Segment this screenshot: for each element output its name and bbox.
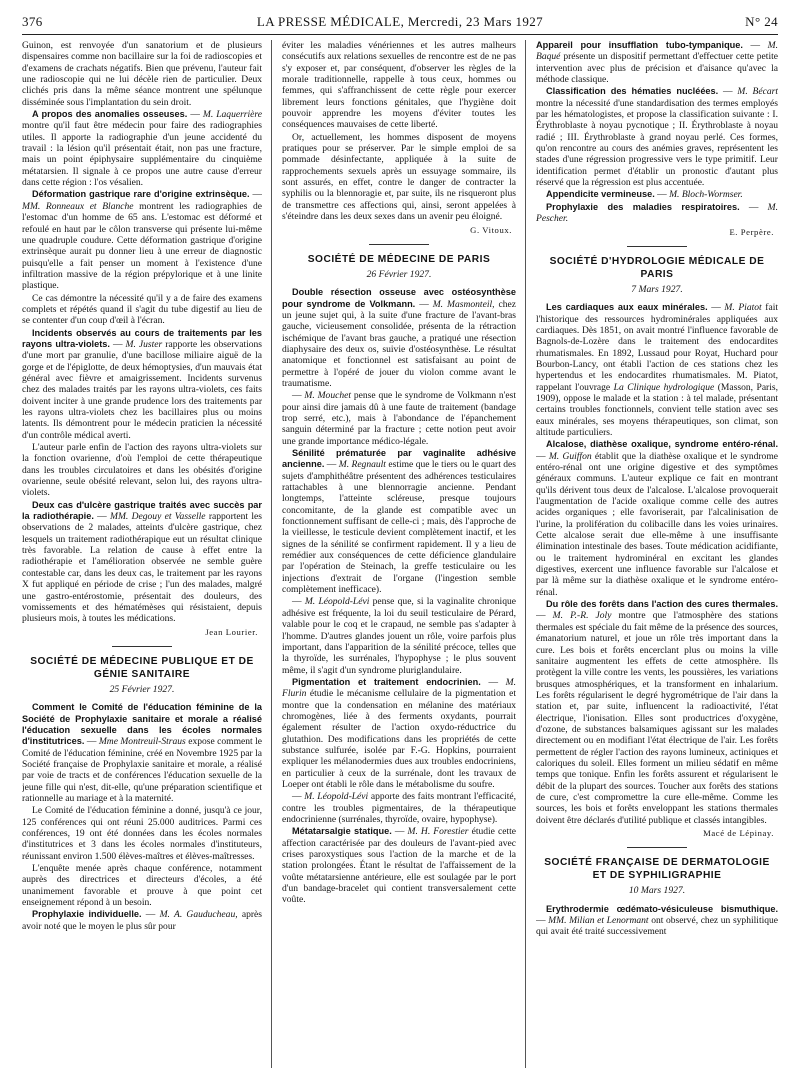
article-text: expose comment le Comité de l'éducation féminine, créé en Novembre 1925 par la Société française de Prophylaxie sanitaire et morale, a réalisé par voie de tracts et de conférences l'éducation sexuelle de la jeune fille qui n'est, dit-elle, qu'une préparation scientifique et rationnelle au mariage et à la maternité. [22,736,262,804]
article-text: chez un jeune sujet qui, à la suite d'une fracture de l'avant-bras gauche, vicieusement consolidée, présenta de la rétraction ischémique de l'avant bras gauche, a pratiqué une résection diaphysaire des deux os, suivie d'ostéosynthèse. Le résultat anatomique et fonctionnel est satisfaisant au point de permettre à l'opéré de jouer du violon comme avant le traumatisme. [282,298,516,389]
article-anomalies-osseuses: A propos des anomalies osseuses. — M. Laquerrière montre qu'il faut être médecin pour faire des radiographies utiles. Il apporte la radiographie d'un jeune accidenté du travail : la lésion qu'il présentait était, non pas une fracture, mais un point épiphysaire supplémentaire du cinquième métatarsien. Il signale à ce propos une autre cause d'erreur dans cette région : l'os vésalien. [22,109,262,189]
article-senilite: Sénilité prématurée par vaginalite adhésive ancienne. — M. Regnault estime que le tiers ou le quart des sujets d'amphithéâtre présentent des adhérences testiculaires rattachables à une blennorragie ancienne. Pendant longtemps, l'atteinte scléreuse, presque toujours concomitante, de la glande est compatible avec un fonctionnement suffisant de celle-ci ; mais, dès l'approche de la vieillesse, le testicule devient complètement inactif, et les signes de la sénilité se confirment rapidement. Il y a lieu de remédier aux conséquences de cette déficience glandulaire par l'opération de Steinach, la greffe testiculaire ou les injections d'extrait de l'organe (l'ingestion semble complètement inefficace). [282,448,516,596]
article-author: M. Piatot [724,302,762,314]
article-prophylaxie-respiratoire: Prophylaxie des maladies respiratoires. — M. Pescher. [536,201,778,225]
article-text: ont observé, chez un syphilitique qui avait été traité successivement [536,915,778,938]
paragraph: L'enquête menée après chaque conférence, notamment auprès des directrices et directeurs d'écoles, a été unanimement favorable et prouve à que point cet enseignement répond à un besoin. [22,863,262,909]
column-separator-1 [271,40,272,1068]
article-volkmann: Double résection osseuse avec ostéosynthèse pour syndrome de Volkmann. — M. Masmonteil, chez un jeune sujet qui, à la suite d'une fracture de l'avant-bras gauche, vicieusement consolidée, présenta de la rétraction ischémique de l'avant bras gauche, a pratiqué une résection diaphysaire des deux os, suivie d'ostéosynthèse. Le résultat anatomique et fonctionnel est satisfaisant au point de permettre à l'opéré de jouer du violon comme avant le traumatisme. [282,287,516,389]
article-title: Erythrodermie œdémato-vésiculeuse bismuthique. [546,903,778,914]
article-title: Appareil pour insufflation tubo-tympanique. [536,40,743,50]
section-date: 26 Février 1927. [366,268,432,280]
article-text: montrent les radiographies de l'estomac d'un homme de 65 ans. L'estomac est déformé et refoulé en haut par le côlon transverse qui présente lui-même une quadruple coudure. Cette déformation gastrique d'origine extrinsèque aurait pu donner lieu à une erreur de diagnostic puisqu'elle a fait penser un moment à l'existence d'une infiltration massive de la région prépylorique et à une linite plastique. [22,200,262,292]
article-leopold-levi: — M. Léopold-Lévi pense que, si la vaginalite chronique adhésive est fréquente, la loi du seuil testiculaire de Pérard, valable pour le coq et le crapaud, ne semble pas s'adapter à l'homme. D'autres glandes jouent un rôle, voire parfois plus important, dans l'apparition de la sénilité précoce, telles que la thyroïde, les surrénales, l'hypophyse ; le plus souvent même, il s'agit d'un syndrome pluriglandulaire. [282,596,516,676]
article-text: apporte des faits montrant l'efficacité, contre les troubles pigmentaires, de la thérapeutique endocrinienne (surrénales, thyroïde, ovaire, hypophyse). [282,791,516,825]
article-title: Alcalose, diathèse oxalique, syndrome entéro-rénal. [546,439,778,450]
column-separator-2 [525,40,526,1068]
article-text: étudie le mécanisme cellulaire de la pigmentation et montre que la condensation en mélanine des matériaux chromogènes, liée à des ferments oxydants, pourrait également résulter de l'action oxydo-réductrice du glutathion. Des modifications dans les propriétés de cette substance sulfurée, isolée par F.-G. Hopkins, pourraient expliquer les mélanodermies dues aux troubles endocriniens, en particulier à ceux de la surrénale, dont les travaux de Loeper ont établi le rôle dans le métabolisme du soufre. [282,688,516,790]
article-author: M. Léopold-Lévi [304,791,369,803]
signature: G. Vitoux. [470,224,512,235]
article-author: Mme Montreuil-Straus [98,736,186,748]
article-title: Appendicite vermineuse. [546,189,655,200]
article-hematies: Classification des hématies nucléées. — M. Bécart montre la nécessité d'une standardisation des termes employés par les hématologistes, et propose la classification suivante : I. Érythroblaste à noyau pycnotique ; II. Érythroblaste à noyau radié ; III. Érythroblaste à grand noyau perlé. Ces formes, qu'on rencontre au cours des anémies graves, représentent les stades d'une régression progressive vers le type primitif. Leur identification permet d'établir un pronostic d'autant plus réservé que la régression est plus accentuée. [536,86,778,189]
article-metatarsalgie: Métatarsalgie statique. — M. H. Forestier étudie cette affection caractérisée par des douleurs de l'avant-pied avec crises paroxystiques sous l'action de la marche et de la station prolongées. Étant le résultat de l'affaissement de la voûte métatarsienne antérieure, elle est soulagée par le port d'un bandage-bracelet qui contient transversalement cette voûte. [282,826,516,906]
article-alcalose: Alcalose, diathèse oxalique, syndrome entéro-rénal. — M. Guiffon établit que la diathèse oxalique et le syndrome entéro-rénal ont une origine digestive et des symptômes généraux communs. L'auteur explique ce fait en montrant qu'ils dérivent tous deux de l'alcalose. L'alcalose provoquerait l'augmentation de l'acide oxalique comme celle des autres acides organiques ; elle favoriserait, par l'alcalinisation de l'urine, la prolifération du colibacille dans les voies urinaires. Cette alcalose serait due elle-même à une insuffisante élimination intestinale des bases. Toute médication acidifiante, ou le traitement hydrominéral en excitant les glandes digestives, exercent une influence favorable sur l'alcalose et par là même sur la diathèse oxalique et le syndrome entéro-rénal. [536,439,778,598]
article-text: montre la nécessité d'une standardisation des termes employés par les hématologistes, et propose la classification suivante : I. Érythroblaste à noyau pycnotique ; II. Érythroblaste à noyau radié ; III. Érythroblaste à grand noyau perlé. Ces formes, qu'on rencontre au cours des anémies graves, représentent les stades d'une régression progressive vers le type primitif. Leur identification permet d'établir un pronostic d'autant plus réservé que la régression est plus accentuée. [536,97,778,189]
section-divider [627,847,687,848]
article-author: M. H. Forestier [407,826,469,838]
section-title: SOCIÉTÉ DE MÉDECINE DE PARIS [307,253,491,265]
article-text: (Masson, Paris, 1909), oppose le malade et la station : à tel malade, présentant certains troubles fonctionnels, convient telle station avec ses eaux minérales, ses moyens thérapeutiques, son climat, son altitude particuliers. [536,381,778,438]
section-date: 10 Mars 1927. [628,885,686,897]
article-text: montre qu'il faut être médecin pour faire des radiographies utiles. Il apporte la radiographie d'un jeune accidenté du travail : la lésion qu'il présentait était, non pas une fracture, mais un point épiphysaire supplémentaire du cinquième métatarsien. Il signale à ce propos une autre cause d'erreur dans cette région : l'os vésalien. [22,120,262,189]
article-insufflation: Appareil pour insufflation tubo-tympanique. — M. Baqué présente un dispositif permettant d'effectuer cette petite intervention avec plus de précision et d'aisance qu'avec la méthode classique. [536,40,778,86]
article-prophylaxie-individuelle: Prophylaxie individuelle. — M. A. Gauducheau, après avoir noté que le moyen le plus sûr pour [22,909,262,932]
article-author: M. Laquerrière [202,109,262,121]
article-appendicite: Appendicite vermineuse. — M. Bloch-Wormser. [546,189,743,201]
article-title: A propos des anomalies osseuses. [32,109,188,120]
article-author: MM. Ronneaux et Blanche [22,200,134,212]
article-text: pense que, si la vaginalite chronique adhésive est fréquente, la loi du seuil testiculaire de Pérard, valable pour le coq et le crapaud, ne semble pas s'adapter à l'homme. D'autres glandes jouent un rôle, voire parfois plus important, dans l'apparition de la sénilité précoce, telles que la thyroïde, les surrénales, l'hypophyse ; le plus souvent même, il s'agit d'un syndrome pluriglandulaire. [282,596,516,676]
article-title: Prophylaxie individuelle. [32,909,142,920]
section-divider [112,646,172,647]
article-title: Prophylaxie des maladies respiratoires. [546,201,740,212]
article-title: Deux cas d'ulcère gastrique traités avec succès par la radiothérapie. [22,499,262,522]
article-author: M. Léopold-Lévi [304,596,370,608]
paragraph: L'auteur parle enfin de l'action des rayons ultra-violets sur la fonction ovarienne, d'où l'emploi de cette thérapeutique dans les troubles circulatoires et dans les obésités d'origine ovarienne, seule obésité relevant, selon lui, des rayons ultra-violets. [22,442,262,499]
article-title: Métatarsalgie statique. [292,826,392,837]
column-3 [536,40,778,1070]
article-title: Les cardiaques aux eaux minérales. [546,302,708,313]
article-author: M. Pescher. [536,201,778,225]
article-mouchet: — M. Mouchet pense que le syndrome de Volkmann n'est pour ainsi dire jamais dû à une faute de traitement (bandage trop serré, etc.), mais à l'abondance de l'épanchement sanguin déterminé par la fracture ; cette notion peut avoir une grande importance médico-légale. [282,390,516,447]
article-erythrodermie: Erythrodermie œdémato-vésiculeuse bismuthique. — MM. Milian et Lenormant ont observé, chez un syphilitique qui avait été traité successivement [536,903,778,938]
article-forets: Du rôle des forêts dans l'action des cures thermales. — M. P.-R. Joly montre que l'atmosphère des stations thermales est spéciale du fait même de la présence des sources, émanatorium naturel, et joue un rôle très important dans la cure. Les bois et forêts encerclant plus ou moins la ville sanitaire augmentent les effets de cette atmosphère. Ils protègent la ville contre les vents, les poussières, les variations brusques atmosphériques, et la transforment en inhalarium. Les forêts régularisent le degré hygrométrique de l'air dans la station et, par suite, influencent la radioactivité, l'état électrique, l'ionisation. Elles sont productrices d'oxygène, d'ozone, de substances balsamiques agissant sur les malades directement ou en modifiant l'état électrique de l'air. Les forêts permettent de régler l'action des rayons lumineux, actiniques et caloriques du soleil. Elles forment un milieu sédatif en même temps que tonique. Enfin les forêts assurent et régularisent le débit de la plupart des sources. Toucher aux forêts des stations de cure, c'est compromettre la cure elle-même. Comme les sources, les bois et forêts enveloppant les stations thermales doivent être déclarés d'utilité publique et classés intangibles. [536,599,778,826]
article-author: M. Baqué [536,40,778,63]
article-title: Classification des hématies nucléées. [546,86,719,97]
section-date: 25 Février 1927. [109,683,175,695]
article-author: M. A. Gauducheau, [159,909,238,921]
article-title: Comment le Comité de l'éducation féminine de la Société de Prophylaxie sanitaire et morale a réalisé l'éducation sexuelle dans les écoles normales d'institutrices. [22,702,262,747]
header-rule [22,34,778,35]
article-title: Déformation gastrique rare d'origine extrinsèque. [32,189,250,200]
section-date: 7 Mars 1927. [631,283,683,295]
column-2 [282,40,516,1070]
article-text: pense que le syndrome de Volkmann n'est pour ainsi dire jamais dû à une faute de traitement (bandage trop serré, etc.), mais à l'abondance de l'épanchement sanguin déterminé par la fracture ; cette notion peut avoir une grande importance médico-légale. [282,390,516,447]
article-pigmentation: Pigmentation et traitement endocrinien. — M. Flurin étudie le mécanisme cellulaire de la pigmentation et montre que la condensation en mélanine des matériaux chromogènes, liée à des ferments oxydants, pourrait également résulter de l'action oxydo-réductrice du glutathion. Des modifications dans les propriétés de cette substance sulfurée, isolée par F.-G. Hopkins, pourraient expliquer les mélanodermies dues aux troubles endocriniens, en particulier à ceux de la surrénale, dont les travaux de Loeper ont établi le rôle dans le métabolisme du soufre. [282,676,516,790]
article-author: M. Guiffon [548,450,592,462]
issue-number: N° 24 [745,14,778,29]
article-text: montre que l'atmosphère des stations thermales est spéciale du fait même de la présence des sources, émanatorium naturel, et joue un rôle très important dans la cure. Les bois et forêts encerclant plus ou moins la ville sanitaire augmentent les effets de cette atmosphère. Ils protègent la ville contre les vents, les poussières, les variations brusques atmosphériques, et la transforment en inhalarium. Les forêts régularisent le degré hygrométrique de l'air dans la station et, par suite, influencent la radioactivité, l'état électrique, l'ionisation. Elles sont productrices d'oxygène, d'ozone, de substances balsamiques agissant sur les malades directement ou en modifiant l'état électrique de l'air. Les forêts permettent de régler l'action des rayons lumineux, actiniques et caloriques du soleil. Elles forment un milieu sédatif en même temps que tonique. Enfin les forêts assurent et régularisent le débit de la plupart des sources. Toucher aux forêts des stations de cure, c'est compromettre la cure elle-même. Comme les sources, les bois et forêts enveloppant les stations thermales doivent être déclarés d'utilité publique et classés intangibles. [536,610,778,826]
article-text: après avoir noté que le moyen le plus sûr pour [22,909,262,932]
paragraph: Or, actuellement, les hommes disposent de moyens pratiques pour se préserver. Par le simple emploi de sa pommade désinfectante, appliquée à la suite de rapprochements sexuels après un essuyage sommaire, ils sont assurés, en effet, contre le danger de contracter la syphilis ou la blennoragie et, par suite, ils ne risqueront plus de transmettre ces affections qui, ainsi, seront appelées à s'éteindre dans les deux sexes dans un avenir peu éloigné. [282,131,516,223]
paragraph: éviter les maladies vénériennes et les autres malheurs consécutifs aux relations sexuelles de rencontre est de ne pas s'y exposer et, par conséquent, d'observer les règles de la morale traditionnelle, rappelle à tous ceux, hommes ou femmes, qui s'affranchissent de cette règle pour exercer librement leurs fonctions génitales, que l'hygiène doit pouvoir apprendre les moyens d'éviter toutes les conséquences mauvaises de cette liberté. [282,40,516,131]
column-1 [22,40,262,1070]
article-author: M. Flurin [282,676,516,700]
paragraph: Guinon, est renvoyée d'un sanatorium et de plusieurs dispensaires comme non bacillaire sur la foi de radioscopies et d'examens de crachats négatifs. Bien que prévenu, l'auteur fait une radioscopie qui ne lui décèle rien de particulier. Deux clichés pris dans la même séance montrent une spélunque disséminée sous l'implantation du sein droit. [22,40,262,108]
article-title: Sénilité prématurée par vaginalite adhésive ancienne. [282,448,516,470]
article-leopold-levi-2: — M. Léopold-Lévi apporte des faits montrant l'efficacité, contre les troubles pigmentaires, de la thérapeutique endocrinienne (surrénales, thyroïde, ovaire, hypophyse). [282,791,516,825]
article-text: rapportent les observations de 2 malades, atteints d'ulcère gastrique, chez lesquels un traitement radiothérapique eut un résultat clinique très favorable. La relation de cause à effet entre la radiothérapie et l'amélioration observée ne semble guère contestable car, dans les deux cas, le traitement par les rayons X fut appliqué en période de crise ; l'un des malades, malgré une gastro-entérostomie, présentait des douleurs, des vomissements et des hématémèses qui résistaient, depuis plusieurs mois, à toutes les médications. [22,511,262,625]
article-author: M. Regnault [338,459,386,471]
article-text: étudie cette affection caractérisée par des douleurs de l'avant-pied avec crises paroxystiques sous l'action de la marche et de la station prolongées. Étant le résultat de l'affaissement de la voûte métatarsienne antérieure, elle est soulagée par le port d'un bandage-bracelet qui contient transversalement cette voûte. [282,826,516,906]
article-author: M. P.-R. Joly [552,610,612,622]
article-text: estime que le tiers ou le quart des sujets d'amphithéâtre présentent des adhérences testiculaires rattachables à une blennorragie ancienne. Pendant longtemps, l'atteinte scléreuse, presque toujours concomitante, de la glande est compatible avec un fonctionnement suffisant de celle-ci ; mais, dès l'approche de la vieillesse, le testicule devient complètement inactif, et les signes de la sénilité se confirment rapidement. Il y a lieu de remédier aux conséquences de cette déficience glandulaire par l'opération de Steinach, la greffe testiculaire ou les injections d'extrait de l'organe (l'ingestion semble complètement inefficace). [282,459,516,596]
page-header [22,14,778,34]
article-author: MM. Milian et Lenormant [548,915,649,927]
signature: Macé de Lépinay. [703,828,774,838]
section-divider [369,244,429,245]
article-author: M. Masmonteil, [432,298,495,310]
article-author: M. Juster [125,338,163,350]
book-title: La Clinique hydrologique [613,381,715,393]
section-title: SOCIÉTÉ FRANÇAISE DE DERMATOLOGIE ET DE SYPHILIGRAPHIE [544,857,770,882]
article-education-feminine: Comment le Comité de l'éducation féminine de la Société de Prophylaxie sanitaire et morale a réalisé l'éducation sexuelle dans les écoles normales d'institutrices. — Mme Montreuil-Straus expose comment le Comité de l'éducation féminine, créé en Novembre 1925 par la Société française de Prophylaxie sanitaire et morale, a réalisé par voie de tracts et de conférences l'éducation sexuelle de la jeune fille qui n'est, dit-elle, qu'une préparation scientifique et rationnelle au mariage et à la maternité. [22,702,262,804]
article-text: fait l'historique des ressources hydrominérales appliquées aux cardiaques. Dès 1851, on avait montré l'influence favorable de Bagnols-de-Lozère dans le traitement des endocardites rhumatismales. En 1892, Lussaud pour Royat, Huchard pour Bourbon-Lancy, ont établi l'action de ces stations chez les hypertendus et les endocardites rhumatismales. M. Piatot, rappelant l'ouvrage [536,302,778,393]
journal-title: LA PRESSE MÉDICALE, Mercredi, 23 Mars 1927 [256,14,544,29]
article-author: MM. Degouy et Vasselle [110,511,206,523]
article-text: rapporte les observations d'une mort par granulie, d'une bacillose miliaire aiguë de la gorge et de l'épiglotte, de deux hémoptysies, d'un mauvais état général avec fièvre et amaigrissement. Incidents survenus chez des malades traités par les rayons ultra-violets, ces faits doivent inciter à une grande prudence lors des traitements par les rayons ultra-violets chez les bacillaires plus ou moins latents. Ils démontrent pour le médecin praticien la nécessité d'un contrôle médical averti. [22,338,262,441]
article-title: Double résection osseuse avec ostéosynthèse pour syndrome de Volkmann. [282,287,516,309]
article-author: M. Bécart [737,86,778,98]
article-title: Pigmentation et traitement endocrinien. [292,676,481,687]
signature: E. Perpère. [729,226,774,237]
section-title: SOCIÉTÉ D'HYDROLOGIE MÉDICALE DE PARIS [549,255,765,280]
article-author: M. Mouchet [304,390,351,402]
article-text: présente un dispositif permettant d'effectuer cette petite intervention avec plus de précision et d'aisance qu'avec la méthode classique. [536,51,778,86]
article-title: Du rôle des forêts dans l'action des cures thermales. [546,599,778,610]
article-ultra-violets: Incidents observés au cours de traitements par les rayons ultra-violets. — M. Juster rapporte les observations d'une mort par granulie, d'une bacillose miliaire aiguë de la gorge et de l'épiglotte, de deux hémoptysies, d'un mauvais état général avec fièvre et amaigrissement. Incidents survenus chez des malades traités par les rayons ultra-violets, ces faits doivent inciter à une grande prudence lors des traitements par les rayons ultra-violets chez les bacillaires plus ou moins latents. Ils démontrent pour le médecin praticien la nécessité d'un contrôle médical averti. [22,327,262,441]
section-title: SOCIÉTÉ DE MÉDECINE PUBLIQUE ET DE GÉNIE SANITAIRE [30,655,254,680]
article-text: établit que la diathèse oxalique et le syndrome entéro-rénal ont une origine digestive et des symptômes généraux communs. L'auteur explique ce fait en montrant qu'ils dérivent tous deux de l'alcalose. L'alcalose provoquerait l'augmentation de l'acide oxalique comme celle des autres acides organiques ; elle favoriserait, par l'alcalinisation de l'urine, la prolifération du colibacille dans les voies urinaires. Cette alcalose serait due elle-même à une insuffisante élimination intestinale des bases. Toute médication acidifiante, ou le traitement hydrominéral en excitant les glandes digestives, exercent une influence favorable sur l'alcalose et par là même sur la diathèse oxalique et le syndrome entéro-rénal. [536,450,778,598]
signature: Jean Lourier. [205,626,258,637]
article-title: Incidents observés au cours de traitements par les rayons ultra-violets. [22,327,262,349]
paragraph: Le Comité de l'éducation féminine a donné, jusqu'à ce jour, 125 conférences qui ont réuni 25.000 auditrices. Parmi ces conférences, 19 ont été données dans les écoles normales d'institutrices et 3 dans les écoles normales d'instituteurs, réunissant environ 1.500 élèves-maîtres et élèves-maîtresses. [22,805,262,862]
page-number: 376 [22,14,43,29]
paragraph: Ce cas démontre la nécessité qu'il y a de faire des examens complets et répétés quand il s'agit du tube digestif au lieu de se contenter d'un coup d'œil à l'écran. [22,292,262,327]
article-ulcere-gastrique: Deux cas d'ulcère gastrique traités avec succès par la radiothérapie. — MM. Degouy et Vasselle rapportent les observations de 2 malades, atteints d'ulcère gastrique, chez lesquels un traitement radiothérapique eut un résultat clinique très favorable. La relation de cause à effet entre la radiothérapie et l'amélioration observée ne semble guère contestable car, dans les deux cas, le traitement par les rayons X fut appliqué en période de crise ; l'un des malades, malgré une gastro-entérostomie, présentait des douleurs, des vomissements et des hématémèses qui résistaient, depuis plusieurs mois, à toutes les médications. [22,499,262,625]
article-deformation-gastrique: Déformation gastrique rare d'origine extrinsèque. — MM. Ronneaux et Blanche montrent les radiographies de l'estomac d'un homme de 65 ans. L'estomac est déformé et refoulé en haut par le côlon transverse qui présente lui-même une quadruple coudure. Cette déformation gastrique d'origine extrinsèque aurait pu donner lieu à une erreur de diagnostic puisqu'elle a fait penser un moment à l'existence d'une infiltration massive de la région prépylorique et à une linite plastique. [22,189,262,292]
section-divider [627,246,687,247]
article-author: M. Bloch-Wormser. [669,189,743,201]
article-cardiaques: Les cardiaques aux eaux minérales. — M. Piatot fait l'historique des ressources hydrominérales appliquées aux cardiaques. Dès 1851, on avait montré l'influence favorable de Bagnols-de-Lozère dans le traitement des endocardites rhumatismales. En 1892, Lussaud pour Royat, Huchard pour Bourbon-Lancy, ont établi l'action de ces stations chez les hypertendus et les endocardites rhumatismales. M. Piatot, rappelant l'ouvrage La Clinique hydrologique (Masson, Paris, 1909), oppose le malade et la station : à tel malade, présentant certains troubles fonctionnels, convient telle station avec ses eaux minérales, ses moyens thérapeutiques, son climat, son altitude particuliers. [536,302,778,438]
